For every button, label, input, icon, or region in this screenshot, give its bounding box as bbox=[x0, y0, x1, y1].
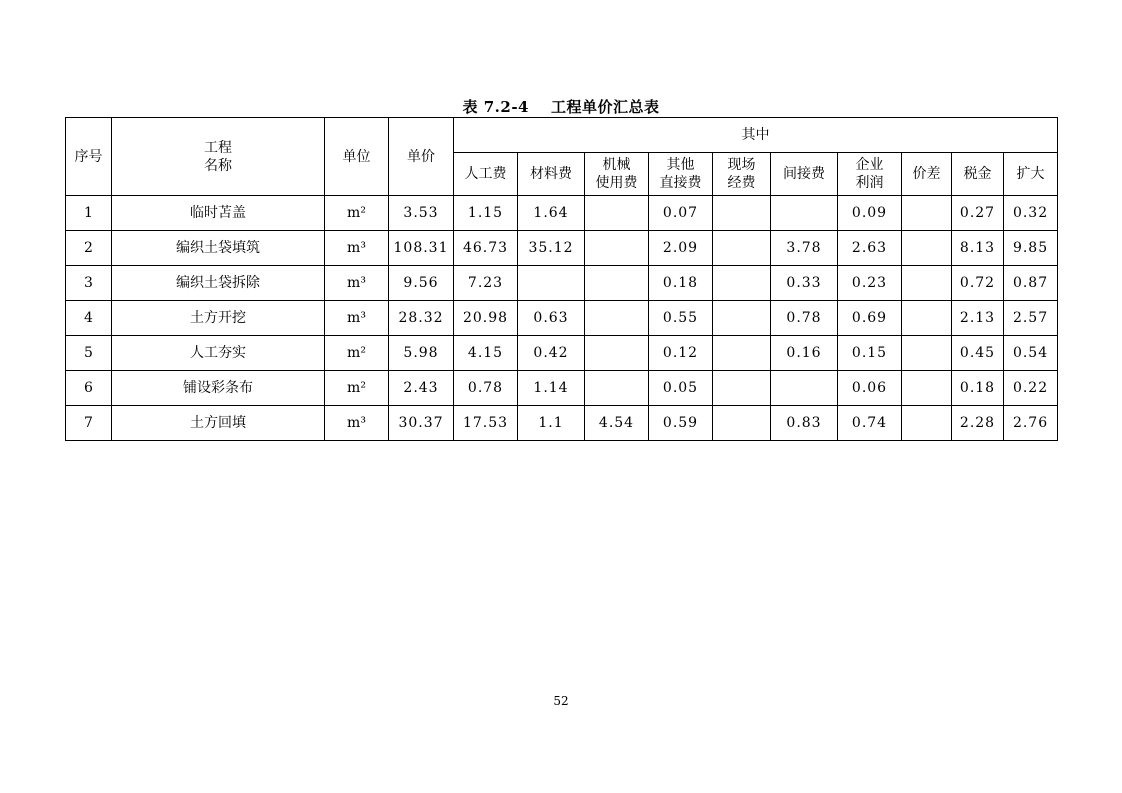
row-price-difference bbox=[902, 196, 952, 231]
table-row bbox=[66, 406, 1058, 441]
table-row bbox=[66, 196, 1058, 231]
row-material-cost bbox=[518, 266, 585, 301]
table-caption-number: 表 7.2-4 bbox=[462, 98, 529, 116]
row-site-expense bbox=[713, 266, 771, 301]
row-unit: m² bbox=[325, 196, 389, 231]
row-other-direct-cost: 0.05 bbox=[649, 371, 713, 406]
row-machinery-cost bbox=[585, 231, 649, 266]
row-unit: m² bbox=[325, 336, 389, 371]
row-enterprise-profit: 0.06 bbox=[838, 371, 902, 406]
header-other-direct-cost: 其他 直接费 bbox=[649, 153, 713, 196]
row-enterprise-profit: 0.09 bbox=[838, 196, 902, 231]
row-index: 7 bbox=[66, 406, 112, 441]
header-indirect-cost: 间接费 bbox=[771, 153, 838, 196]
row-unit-price: 5.98 bbox=[389, 336, 454, 371]
row-price-difference bbox=[902, 406, 952, 441]
row-other-direct-cost: 0.59 bbox=[649, 406, 713, 441]
row-indirect-cost: 0.83 bbox=[771, 406, 838, 441]
row-indirect-cost: 0.78 bbox=[771, 301, 838, 336]
row-other-direct-cost: 2.09 bbox=[649, 231, 713, 266]
table-caption-title: 工程单价汇总表 bbox=[550, 98, 660, 116]
header-row-1 bbox=[66, 118, 1058, 153]
header-index: 序号 bbox=[66, 118, 112, 196]
row-indirect-cost bbox=[771, 196, 838, 231]
row-tax: 2.28 bbox=[952, 406, 1004, 441]
header-enterprise-profit: 企业 利润 bbox=[838, 153, 902, 196]
row-other-direct-cost: 0.55 bbox=[649, 301, 713, 336]
row-index: 2 bbox=[66, 231, 112, 266]
row-indirect-cost: 3.78 bbox=[771, 231, 838, 266]
row-enterprise-profit: 0.23 bbox=[838, 266, 902, 301]
row-item-name: 土方开挖 bbox=[112, 301, 325, 336]
row-expansion: 0.32 bbox=[1004, 196, 1058, 231]
row-index: 3 bbox=[66, 266, 112, 301]
row-material-cost: 35.12 bbox=[518, 231, 585, 266]
table-row bbox=[66, 266, 1058, 301]
row-machinery-cost: 4.54 bbox=[585, 406, 649, 441]
row-unit: m² bbox=[325, 371, 389, 406]
row-index: 1 bbox=[66, 196, 112, 231]
row-labor-cost: 1.15 bbox=[454, 196, 518, 231]
row-index: 6 bbox=[66, 371, 112, 406]
row-site-expense bbox=[713, 231, 771, 266]
row-tax: 0.27 bbox=[952, 196, 1004, 231]
row-tax: 2.13 bbox=[952, 301, 1004, 336]
row-site-expense bbox=[713, 336, 771, 371]
header-unit-price: 单价 bbox=[389, 118, 454, 196]
row-unit: m³ bbox=[325, 231, 389, 266]
row-material-cost: 0.63 bbox=[518, 301, 585, 336]
row-labor-cost: 4.15 bbox=[454, 336, 518, 371]
row-price-difference bbox=[902, 266, 952, 301]
header-site-expense: 现场 经费 bbox=[713, 153, 771, 196]
row-unit: m³ bbox=[325, 406, 389, 441]
row-item-name: 土方回填 bbox=[112, 406, 325, 441]
row-tax: 8.13 bbox=[952, 231, 1004, 266]
row-enterprise-profit: 2.63 bbox=[838, 231, 902, 266]
row-labor-cost: 0.78 bbox=[454, 371, 518, 406]
table-row bbox=[66, 231, 1058, 266]
row-enterprise-profit: 0.74 bbox=[838, 406, 902, 441]
header-unit: 单位 bbox=[325, 118, 389, 196]
row-machinery-cost bbox=[585, 371, 649, 406]
row-material-cost: 1.14 bbox=[518, 371, 585, 406]
page-number: 52 bbox=[553, 694, 569, 708]
row-labor-cost: 17.53 bbox=[454, 406, 518, 441]
row-tax: 0.18 bbox=[952, 371, 1004, 406]
row-expansion: 0.54 bbox=[1004, 336, 1058, 371]
row-expansion: 2.57 bbox=[1004, 301, 1058, 336]
row-indirect-cost: 0.16 bbox=[771, 336, 838, 371]
header-tax: 税金 bbox=[952, 153, 1004, 196]
table-row bbox=[66, 371, 1058, 406]
row-site-expense bbox=[713, 301, 771, 336]
row-unit-price: 108.31 bbox=[389, 231, 454, 266]
table-row bbox=[66, 301, 1058, 336]
row-other-direct-cost: 0.07 bbox=[649, 196, 713, 231]
row-enterprise-profit: 0.69 bbox=[838, 301, 902, 336]
header-material-cost: 材料费 bbox=[518, 153, 585, 196]
row-site-expense bbox=[713, 406, 771, 441]
row-material-cost: 0.42 bbox=[518, 336, 585, 371]
row-item-name: 铺设彩条布 bbox=[112, 371, 325, 406]
row-expansion: 2.76 bbox=[1004, 406, 1058, 441]
row-material-cost: 1.1 bbox=[518, 406, 585, 441]
row-price-difference bbox=[902, 371, 952, 406]
row-index: 5 bbox=[66, 336, 112, 371]
row-item-name: 编织土袋拆除 bbox=[112, 266, 325, 301]
header-labor-cost: 人工费 bbox=[454, 153, 518, 196]
row-expansion: 9.85 bbox=[1004, 231, 1058, 266]
table-row bbox=[66, 336, 1058, 371]
row-material-cost: 1.64 bbox=[518, 196, 585, 231]
row-site-expense bbox=[713, 196, 771, 231]
row-labor-cost: 7.23 bbox=[454, 266, 518, 301]
row-item-name: 临时苫盖 bbox=[112, 196, 325, 231]
row-indirect-cost bbox=[771, 371, 838, 406]
row-item-name: 人工夯实 bbox=[112, 336, 325, 371]
row-unit-price: 28.32 bbox=[389, 301, 454, 336]
row-machinery-cost bbox=[585, 336, 649, 371]
row-expansion: 0.87 bbox=[1004, 266, 1058, 301]
row-index: 4 bbox=[66, 301, 112, 336]
unit-price-summary-table bbox=[65, 117, 1058, 441]
row-unit-price: 3.53 bbox=[389, 196, 454, 231]
row-labor-cost: 46.73 bbox=[454, 231, 518, 266]
row-price-difference bbox=[902, 231, 952, 266]
header-price-difference: 价差 bbox=[902, 153, 952, 196]
row-item-name: 编织土袋填筑 bbox=[112, 231, 325, 266]
table-caption bbox=[0, 96, 1122, 117]
header-expansion: 扩大 bbox=[1004, 153, 1058, 196]
row-unit-price: 30.37 bbox=[389, 406, 454, 441]
row-expansion: 0.22 bbox=[1004, 371, 1058, 406]
row-unit: m³ bbox=[325, 301, 389, 336]
row-machinery-cost bbox=[585, 196, 649, 231]
header-machinery-cost: 机械 使用费 bbox=[585, 153, 649, 196]
row-machinery-cost bbox=[585, 301, 649, 336]
row-machinery-cost bbox=[585, 266, 649, 301]
row-enterprise-profit: 0.15 bbox=[838, 336, 902, 371]
row-unit-price: 2.43 bbox=[389, 371, 454, 406]
row-other-direct-cost: 0.18 bbox=[649, 266, 713, 301]
row-price-difference bbox=[902, 301, 952, 336]
row-unit: m³ bbox=[325, 266, 389, 301]
row-labor-cost: 20.98 bbox=[454, 301, 518, 336]
row-price-difference bbox=[902, 336, 952, 371]
header-among: 其中 bbox=[454, 118, 1058, 153]
row-tax: 0.45 bbox=[952, 336, 1004, 371]
row-indirect-cost: 0.33 bbox=[771, 266, 838, 301]
row-tax: 0.72 bbox=[952, 266, 1004, 301]
row-other-direct-cost: 0.12 bbox=[649, 336, 713, 371]
header-item-name: 工程 名称 bbox=[112, 118, 325, 196]
row-unit-price: 9.56 bbox=[389, 266, 454, 301]
row-site-expense bbox=[713, 371, 771, 406]
